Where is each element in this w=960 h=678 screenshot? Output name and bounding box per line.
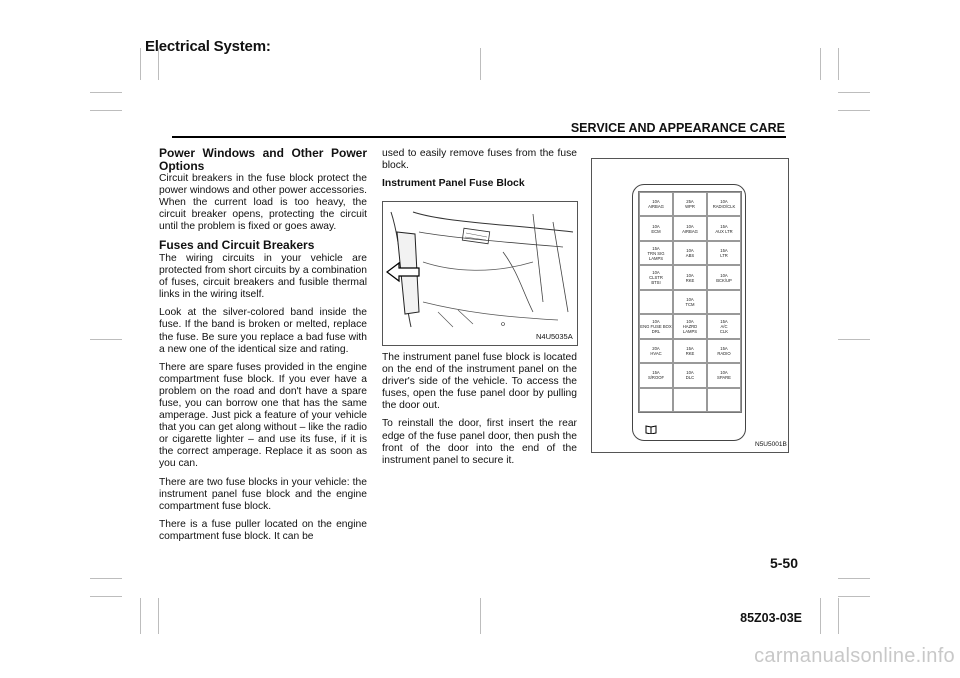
crop-mark bbox=[820, 598, 821, 634]
heading-power-windows: Power Windows and Other Power Options bbox=[159, 146, 367, 173]
fuse-cell: 15A RKE bbox=[673, 339, 707, 363]
fuse-cell: 20A HVAC bbox=[639, 339, 673, 363]
paragraph: Look at the silver-colored band inside the fuse. If the band is broken or melted, replace the fuse. Be sure you replace a bad fuse with a new one of the identical size and rating. bbox=[159, 307, 367, 355]
fuse-cell: 10A RKE bbox=[673, 265, 707, 289]
paragraph: Circuit breakers in the fuse block protect the power windows and other power accessories. When the current load is too heavy, the circuit breaker opens, protecting the circuit until the problem is fixed or goes away. bbox=[159, 173, 367, 233]
watermark: carmanualsonline.info bbox=[754, 645, 955, 667]
heading-fuses: Fuses and Circuit Breakers bbox=[159, 238, 315, 253]
fuse-cell bbox=[707, 388, 741, 412]
fuse-grid bbox=[638, 191, 742, 413]
crop-mark bbox=[838, 110, 870, 111]
fuse-cell: 15A LTR bbox=[707, 241, 741, 265]
section-title: Electrical System: bbox=[145, 38, 271, 55]
crop-mark bbox=[838, 596, 870, 597]
text-column-left bbox=[159, 147, 367, 549]
crop-mark bbox=[90, 110, 122, 111]
page-number: 5-50 bbox=[769, 555, 798, 571]
paragraph: To reinstall the door, first insert the rear edge of the fuse panel door, then push the front of the door into the end of the instrument panel to secure it. bbox=[382, 418, 577, 466]
crop-mark bbox=[838, 598, 839, 634]
paragraph: used to easily remove fuses from the fuse block. bbox=[382, 148, 577, 172]
crop-mark bbox=[140, 598, 141, 634]
crop-mark bbox=[90, 596, 122, 597]
fuse-cell bbox=[639, 388, 673, 412]
fuse-cell: 25A WPR bbox=[673, 192, 707, 216]
crop-mark bbox=[90, 578, 122, 579]
text-column-middle bbox=[382, 148, 577, 202]
fuse-cell: 10A ENG FUSE BOX DRL bbox=[639, 314, 673, 338]
chapter-title: SERVICE AND APPEARANCE CARE bbox=[570, 121, 785, 135]
crop-mark bbox=[838, 48, 839, 80]
figure-label: N5U5001B bbox=[755, 441, 787, 448]
fuse-cell: 10A RADIO/CLK bbox=[707, 192, 741, 216]
dashboard-drawing bbox=[383, 202, 577, 345]
crop-mark bbox=[838, 578, 870, 579]
instrument-panel-illustration bbox=[382, 201, 578, 346]
crop-mark bbox=[90, 92, 122, 93]
fuse-cell: 15A AUX LTR bbox=[707, 216, 741, 240]
text-column-middle-lower bbox=[382, 352, 577, 473]
paragraph: There are spare fuses provided in the engine compartment fuse block. If you ever have a problem on the road and don't have a spare fuse, you can borrow one that has the same amperage. Just pick a feature of your vehicle that you can get along without – like the radio or cigarette lighter – and use its fuse, if it is the correct amperage. Replace it as soon as you can. bbox=[159, 361, 367, 470]
crop-mark bbox=[480, 48, 481, 80]
fuse-cell: 10A BCK/UP bbox=[707, 265, 741, 289]
fuse-cell: 10A AIRBAG bbox=[639, 192, 673, 216]
crop-mark bbox=[838, 339, 870, 340]
fuse-cell: 10A AIRBAG bbox=[673, 216, 707, 240]
fuse-panel bbox=[632, 184, 746, 441]
fuse-cell bbox=[673, 388, 707, 412]
crop-mark bbox=[838, 92, 870, 93]
fuse-cell: 10A TCM bbox=[673, 290, 707, 314]
header-rule bbox=[172, 136, 786, 138]
fuse-cell: 15A TRN SIG LAMPS bbox=[639, 241, 673, 265]
crop-mark bbox=[480, 598, 481, 634]
fuse-cell: 10A SPARE bbox=[707, 363, 741, 387]
paragraph: The wiring circuits in your vehicle are protected from short circuits by a combination of fuses, circuit breakers and fusible thermal links in the wiring itself. bbox=[159, 252, 367, 301]
paragraph: The instrument panel fuse block is located on the end of the instrument panel on the driver's side of the vehicle. To access the fuses, open the fuse panel door by pulling the door out. bbox=[382, 352, 577, 412]
fuse-cell: 10A CLSTR BTSI bbox=[639, 265, 673, 289]
figure-label: N4U5035A bbox=[536, 332, 573, 341]
fuse-cell: 15A RADIO bbox=[707, 339, 741, 363]
crop-mark bbox=[90, 339, 122, 340]
fuse-cell: 15A S/ROOF bbox=[639, 363, 673, 387]
fuse-cell: 10A HAZRD LAMPS bbox=[673, 314, 707, 338]
crop-mark bbox=[158, 598, 159, 634]
fuse-cell: 10A ABS bbox=[673, 241, 707, 265]
fuse-cell bbox=[639, 290, 673, 314]
paragraph: There are two fuse blocks in your vehicle: the instrument panel fuse block and the engine compartment fuse block. bbox=[159, 476, 367, 512]
heading-instrument-panel-fuse-block: Instrument Panel Fuse Block bbox=[382, 178, 525, 190]
fuse-block-diagram bbox=[591, 158, 789, 453]
fuse-cell: 15A A/C CLK bbox=[707, 314, 741, 338]
fuse-cell bbox=[707, 290, 741, 314]
crop-mark bbox=[820, 48, 821, 80]
document-code: 85Z03-03E bbox=[740, 611, 802, 625]
crop-mark bbox=[140, 48, 141, 80]
fuse-cell: 10A DLC bbox=[673, 363, 707, 387]
book-icon bbox=[645, 424, 657, 434]
fuse-cell: 10A ECM bbox=[639, 216, 673, 240]
paragraph: There is a fuse puller located on the engine compartment fuse block. It can be bbox=[159, 518, 367, 542]
